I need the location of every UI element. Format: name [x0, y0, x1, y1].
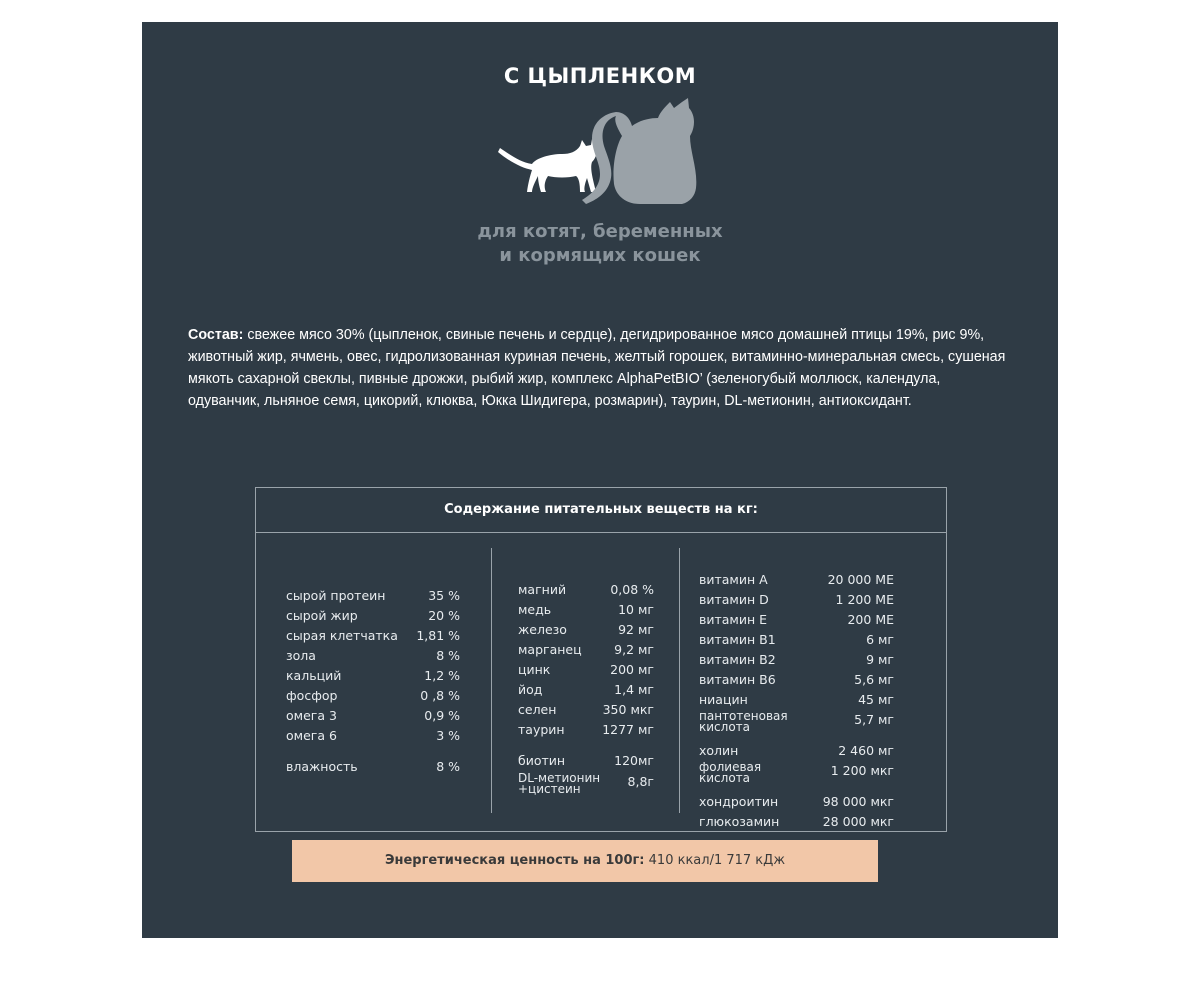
target-audience-line-2: и кормящих кошек [499, 245, 701, 266]
nutrient-value: 9,2 мг [614, 642, 654, 657]
nutrient-name: холин [699, 743, 739, 758]
nutrient-row [699, 591, 894, 609]
nutrient-value: 2 460 мг [838, 743, 894, 758]
nutrient-value: 1 200 МЕ [835, 592, 894, 607]
nutrient-name: витамин В6 [699, 672, 776, 687]
nutrient-row [518, 641, 654, 659]
target-audience-line-1: для котят, беременных [477, 221, 723, 242]
nutrient-row [518, 701, 654, 719]
nutrient-name: витамин D [699, 592, 769, 607]
nutrient-row [699, 651, 894, 669]
nutrient-name: фосфор [286, 688, 338, 703]
product-info-panel [142, 22, 1058, 938]
nutrient-name: витамин В1 [699, 632, 776, 647]
nutrient-name: йод [518, 682, 543, 697]
nutrient-name: биотин [518, 753, 566, 768]
nutrient-row [286, 707, 460, 725]
column-divider [491, 548, 492, 813]
nutrient-name: глюкозамин [699, 814, 780, 829]
nutrient-row [286, 687, 460, 705]
nutrient-row [286, 587, 460, 605]
nutrient-name: пантотеновая [699, 709, 788, 723]
nutrient-row [699, 691, 894, 709]
nutrient-name-line-2: кислота [699, 720, 750, 734]
nutrient-value: 20 % [428, 608, 460, 623]
nutrient-name: магний [518, 582, 567, 597]
energy-value-band [292, 840, 878, 882]
nutrient-name: ниацин [699, 692, 748, 707]
nutrient-value: 10 мг [618, 602, 654, 617]
nutrient-name: медь [518, 602, 552, 617]
nutrient-row [286, 627, 460, 645]
nutrient-row [699, 813, 894, 831]
nutrient-name: кальций [286, 668, 342, 683]
nutrient-name: витамин А [699, 572, 768, 587]
nutrient-name: фолиевая [699, 760, 762, 774]
nutrient-name: DL-метионин [518, 771, 601, 785]
nutrient-value: 1,81 % [416, 628, 460, 643]
nutrient-name: сырая клетчатка [286, 628, 398, 643]
nutrient-row [699, 571, 894, 589]
nutrient-name-line-2: +цистеин [518, 782, 581, 796]
target-audience [142, 220, 1058, 268]
nutrient-name: витамин Е [699, 612, 768, 627]
cat-icon [582, 98, 696, 204]
nutrient-row [518, 681, 654, 699]
nutrient-value: 1,2 % [424, 668, 460, 683]
column-divider [679, 548, 680, 813]
composition-body: свежее мясо 30% (цыпленок, свиные печень и сердце), дегидрированное мясо домашней птицы 19%, рис 9%, животный жир, ячмень, овес, гидролизованная куриная печень, желтый горошек, витаминно-минеральная смесь, сушеная мякоть сахарной свеклы, пивные дрожжи, рыбий жир, комплекс AlphaPetBIO’ (зеленогубый моллюск, календула, одуванчик, льняное семя, цикорий, клюква, Юкка Шидигера, розмарин), таурин, DL-метионин, антиоксидант. [188, 327, 1006, 409]
nutrient-value: 120мг [614, 753, 654, 768]
nutrients-table [255, 487, 947, 832]
nutrient-value: 200 МЕ [847, 612, 894, 627]
nutrients-heading: Содержание питательных веществ на кг: [256, 488, 946, 533]
nutrient-value: 35 % [428, 588, 460, 603]
nutrient-row [518, 771, 654, 796]
nutrient-name-line-2: кислота [699, 771, 750, 785]
nutrient-name: железо [518, 622, 567, 637]
nutrient-name: хондроитин [699, 794, 779, 809]
nutrient-value: 5,6 мг [854, 672, 894, 687]
nutrient-row [518, 752, 654, 770]
nutrient-name: марганец [518, 642, 582, 657]
nutrient-value: 0,9 % [424, 708, 460, 723]
nutrient-value: 20 000 МЕ [827, 572, 894, 587]
nutrient-value: 1277 мг [602, 722, 654, 737]
nutrient-row [699, 793, 894, 811]
nutrient-name: витамин В2 [699, 652, 776, 667]
nutrient-row [518, 581, 654, 599]
composition-label: Состав: [188, 327, 244, 343]
nutrient-row [699, 709, 894, 734]
nutrient-row [286, 758, 460, 776]
nutrient-name: таурин [518, 722, 565, 737]
nutrient-row [518, 721, 654, 739]
nutrient-value: 350 мкг [602, 702, 654, 717]
nutrient-row [518, 621, 654, 639]
nutrient-name: цинк [518, 662, 551, 677]
energy-label: Энергетическая ценность на 100г: [384, 853, 645, 868]
nutrient-value: 98 000 мкг [822, 794, 894, 809]
nutrient-value: 8 % [436, 759, 460, 774]
nutrient-value: 5,7 мг [854, 712, 894, 727]
nutrient-row [286, 667, 460, 685]
kitten-icon [498, 139, 597, 192]
nutrient-row [286, 727, 460, 745]
nutrient-row [699, 631, 894, 649]
nutrient-value: 1 200 мкг [830, 763, 894, 778]
nutrient-row [699, 671, 894, 689]
nutrient-name: сырой жир [286, 608, 358, 623]
cats-illustration [492, 96, 712, 216]
nutrient-value: 6 мг [866, 632, 894, 647]
nutrient-value: 3 % [436, 728, 460, 743]
nutrient-name: зола [286, 648, 316, 663]
nutrient-row [286, 607, 460, 625]
nutrient-value: 28 000 мкг [822, 814, 894, 829]
nutrient-value: 45 мг [858, 692, 894, 707]
nutrient-row [699, 742, 894, 760]
nutrient-row [699, 611, 894, 629]
nutrient-value: 9 мг [866, 652, 894, 667]
nutrient-row [286, 647, 460, 665]
nutrient-name: влажность [286, 759, 358, 774]
nutrient-row [699, 760, 894, 785]
nutrient-value: 0 ,8 % [420, 688, 460, 703]
nutrient-value: 1,4 мг [614, 682, 654, 697]
nutrient-value: 0,08 % [610, 582, 654, 597]
nutrient-value: 200 мг [610, 662, 654, 677]
nutrient-name: омега 3 [286, 708, 337, 723]
nutrient-row [518, 661, 654, 679]
nutrient-name: сырой протеин [286, 588, 386, 603]
nutrient-value: 8 % [436, 648, 460, 663]
nutrient-row [518, 601, 654, 619]
flavor-title: С ЦЫПЛЕНКОМ [503, 64, 697, 88]
nutrient-value: 8,8г [627, 774, 654, 789]
composition-text [188, 324, 1008, 412]
nutrient-name: селен [518, 702, 557, 717]
nutrient-name: омега 6 [286, 728, 337, 743]
energy-value: 410 ккал/1 717 кДж [648, 853, 786, 868]
nutrient-value: 92 мг [618, 622, 654, 637]
